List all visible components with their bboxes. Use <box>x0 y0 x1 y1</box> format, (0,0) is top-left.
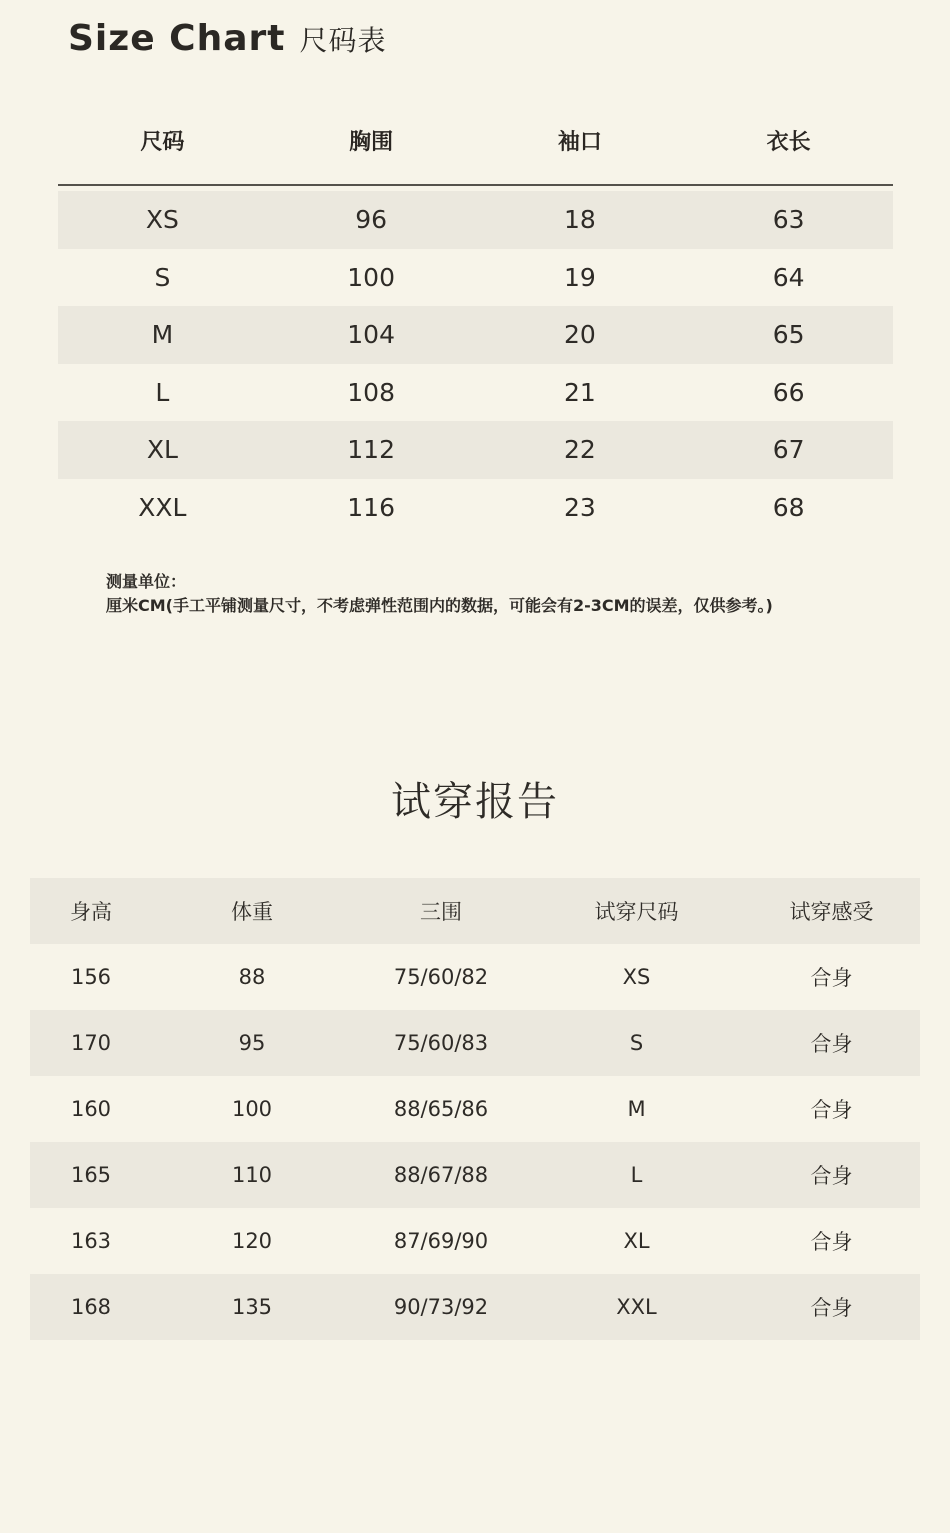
fit-report-title: 试穿报告 <box>391 779 559 825</box>
table-cell: 100 <box>231 1097 273 1121</box>
table-cell: 120 <box>231 1229 273 1253</box>
size-chart-header-cell: 袖口 <box>557 130 602 155</box>
header-cell: 身高 <box>70 900 112 924</box>
table-cell: L <box>155 377 170 407</box>
table-cell: S <box>629 1031 644 1055</box>
table-cell: 165 <box>70 1163 112 1187</box>
table-cell: XXL <box>616 1295 657 1319</box>
header-cell: 试穿感受 <box>789 900 874 924</box>
table-cell: 67 <box>772 435 805 465</box>
table-cell: 170 <box>70 1031 112 1055</box>
table-cell: 75/60/83 <box>393 1031 489 1055</box>
size-chart-header-cell: 尺码 <box>140 130 185 155</box>
table-cell: 19 <box>563 262 596 292</box>
table-cell: 21 <box>563 377 596 407</box>
table-cell: 88/65/86 <box>393 1097 489 1121</box>
table-cell: M <box>151 320 174 350</box>
title-cn: 尺码表 <box>299 24 387 57</box>
size-chart-header <box>58 118 893 168</box>
note-unit-label: 测量单位： <box>106 572 187 591</box>
table-cell: 64 <box>772 262 805 292</box>
table-row <box>30 1274 920 1340</box>
table-cell: 156 <box>70 965 112 989</box>
table-row <box>58 306 893 364</box>
table-cell: 63 <box>772 205 805 235</box>
table-row <box>30 1076 920 1142</box>
table-cell: XS <box>622 965 651 989</box>
table-cell: 22 <box>563 435 596 465</box>
table-cell: 23 <box>563 492 596 522</box>
table-cell: XXL <box>138 492 187 522</box>
size-chart-table <box>58 191 893 536</box>
table-cell: 合身 <box>810 966 853 990</box>
table-cell: 合身 <box>810 1098 853 1122</box>
size-chart-divider <box>58 184 893 186</box>
table-cell: 88 <box>238 965 266 989</box>
page-title <box>68 18 387 59</box>
table-cell: 20 <box>563 320 596 350</box>
table-cell: 168 <box>70 1295 112 1319</box>
table-cell: 160 <box>70 1097 112 1121</box>
table-cell: 112 <box>347 435 395 465</box>
table-cell: 合身 <box>810 1164 853 1188</box>
table-cell: 合身 <box>810 1296 853 1320</box>
header-cell: 试穿尺码 <box>594 900 679 924</box>
table-cell: 68 <box>772 492 805 522</box>
table-row <box>30 944 920 1010</box>
fit-report-table <box>30 878 920 1340</box>
table-cell: 合身 <box>810 1230 853 1254</box>
table-cell: 95 <box>238 1031 266 1055</box>
table-cell: 75/60/82 <box>393 965 489 989</box>
table-cell: XL <box>623 1229 650 1253</box>
table-cell: M <box>627 1097 646 1121</box>
table-cell: 100 <box>347 262 395 292</box>
table-row <box>58 249 893 307</box>
title-en: Size Chart <box>68 18 286 59</box>
table-cell: 合身 <box>810 1032 853 1056</box>
table-cell: 66 <box>772 377 805 407</box>
table-cell: 87/69/90 <box>393 1229 489 1253</box>
size-chart-header-cell: 衣长 <box>766 130 811 155</box>
measurement-note <box>106 570 773 618</box>
table-row <box>58 364 893 422</box>
fit-report-header <box>30 878 920 944</box>
table-cell: 18 <box>563 205 596 235</box>
table-row <box>58 421 893 479</box>
table-row <box>58 479 893 537</box>
table-cell: 116 <box>347 492 395 522</box>
table-row <box>58 191 893 249</box>
table-cell: XS <box>145 205 179 235</box>
header-cell: 体重 <box>231 900 273 924</box>
size-chart-header-cell: 胸围 <box>349 130 394 155</box>
table-row <box>30 1208 920 1274</box>
header-cell: 三围 <box>420 900 462 924</box>
table-cell: 88/67/88 <box>393 1163 489 1187</box>
table-cell: 135 <box>231 1295 273 1319</box>
table-row <box>30 1142 920 1208</box>
table-row <box>30 1010 920 1076</box>
table-cell: 163 <box>70 1229 112 1253</box>
table-cell: 108 <box>347 377 395 407</box>
table-cell: S <box>154 262 171 292</box>
table-cell: 90/73/92 <box>393 1295 489 1319</box>
table-cell: XL <box>146 435 178 465</box>
note-unit-text: 厘米CM(手工平铺测量尺寸，不考虑弹性范围内的数据，可能会有2-3CM的误差，仅供参考。) <box>106 596 773 615</box>
table-cell: L <box>630 1163 643 1187</box>
table-cell: 110 <box>231 1163 273 1187</box>
table-cell: 96 <box>355 205 388 235</box>
table-cell: 65 <box>772 320 805 350</box>
table-cell: 104 <box>347 320 395 350</box>
